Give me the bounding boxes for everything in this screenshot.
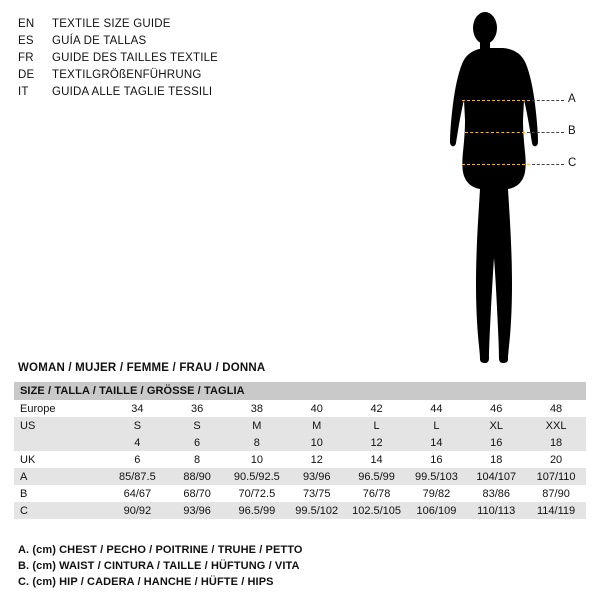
cell: 114/119 [526, 502, 586, 519]
cell: 6 [107, 451, 167, 468]
size-table [14, 382, 586, 519]
row-label: Europe [14, 400, 107, 417]
cell: 64/67 [107, 485, 167, 502]
cell: 4 [107, 434, 167, 451]
measure-line-hip [462, 164, 530, 165]
cell: 44 [407, 400, 467, 417]
cell: 14 [347, 451, 407, 468]
cell: 34 [107, 400, 167, 417]
legend-code: IT [18, 86, 29, 98]
legend-text: TEXTILGRÖßENFÜHRUNG [52, 69, 202, 81]
lead-line-b [527, 132, 564, 133]
cell: 12 [287, 451, 347, 468]
cell: 107/110 [526, 468, 586, 485]
cell: 38 [227, 400, 287, 417]
cell: S [167, 417, 227, 434]
lead-line-c [532, 164, 564, 165]
footnote-hip: C. (cm) HIP / CADERA / HANCHE / HÜFTE / HIPS [18, 576, 274, 588]
cell: 16 [407, 451, 467, 468]
legend-row [18, 50, 318, 67]
figure-area [420, 8, 590, 368]
section-heading: WOMAN / MUJER / FEMME / FRAU / DONNA [18, 362, 266, 374]
legend-code: EN [18, 18, 35, 30]
footnote-waist: B. (cm) WAIST / CINTURA / TAILLE / HÜFTUNG / VITA [18, 560, 300, 572]
cell: 6 [167, 434, 227, 451]
cell: 104/107 [466, 468, 526, 485]
cell: 8 [167, 451, 227, 468]
cell: S [107, 417, 167, 434]
row-label [14, 434, 107, 451]
table-row [14, 434, 586, 451]
language-legend [18, 16, 318, 101]
cell: 87/90 [526, 485, 586, 502]
lead-line-a [532, 100, 564, 101]
legend-text: TEXTILE SIZE GUIDE [52, 18, 171, 30]
row-label: B [14, 485, 107, 502]
row-label: C [14, 502, 107, 519]
footnotes [18, 542, 578, 590]
cell: 90/92 [107, 502, 167, 519]
legend-text: GUIDE DES TAILLES TEXTILE [52, 52, 219, 64]
cell: L [407, 417, 467, 434]
cell: 14 [407, 434, 467, 451]
row-label: A [14, 468, 107, 485]
table-row [14, 417, 586, 434]
table-row [14, 451, 586, 468]
cell: 102.5/105 [347, 502, 407, 519]
table-row [14, 502, 586, 519]
cell: 18 [466, 451, 526, 468]
cell: 73/75 [287, 485, 347, 502]
cell: 10 [287, 434, 347, 451]
legend-text: GUÍA DE TALLAS [52, 35, 147, 47]
cell: 110/113 [466, 502, 526, 519]
cell: 99.5/103 [407, 468, 467, 485]
legend-code: ES [18, 35, 34, 47]
cell: 79/82 [407, 485, 467, 502]
cell: 16 [466, 434, 526, 451]
legend-row [18, 33, 318, 50]
measure-label-c: C [568, 157, 577, 169]
row-label: US [14, 417, 107, 434]
measure-label-a: A [568, 93, 576, 105]
cell: M [287, 417, 347, 434]
table-header-label: SIZE / TALLA / TAILLE / GRÖSSE / TAGLIA [14, 382, 586, 400]
measure-label-b: B [568, 125, 576, 137]
cell: 20 [526, 451, 586, 468]
cell: XXL [526, 417, 586, 434]
cell: XL [466, 417, 526, 434]
legend-row [18, 16, 318, 33]
cell: 8 [227, 434, 287, 451]
footnote-chest: A. (cm) CHEST / PECHO / POITRINE / TRUHE / PETTO [18, 544, 303, 556]
cell: 36 [167, 400, 227, 417]
cell: 42 [347, 400, 407, 417]
table-row [14, 468, 586, 485]
legend-row [18, 67, 318, 84]
measure-line-waist [465, 132, 525, 133]
cell: 106/109 [407, 502, 467, 519]
cell: L [347, 417, 407, 434]
table-header-row [14, 382, 586, 400]
cell: M [227, 417, 287, 434]
cell: 99.5/102 [287, 502, 347, 519]
cell: 76/78 [347, 485, 407, 502]
row-label: UK [14, 451, 107, 468]
cell: 18 [526, 434, 586, 451]
cell: 90.5/92.5 [227, 468, 287, 485]
table-row [14, 485, 586, 502]
measure-line-chest [462, 100, 530, 101]
cell: 85/87.5 [107, 468, 167, 485]
cell: 68/70 [167, 485, 227, 502]
cell: 40 [287, 400, 347, 417]
cell: 83/86 [466, 485, 526, 502]
woman-silhouette-icon [420, 8, 590, 368]
cell: 12 [347, 434, 407, 451]
cell: 96.5/99 [227, 502, 287, 519]
cell: 48 [526, 400, 586, 417]
legend-code: DE [18, 69, 35, 81]
cell: 88/90 [167, 468, 227, 485]
cell: 70/72.5 [227, 485, 287, 502]
legend-code: FR [18, 52, 34, 64]
cell: 96.5/99 [347, 468, 407, 485]
cell: 46 [466, 400, 526, 417]
cell: 93/96 [167, 502, 227, 519]
legend-text: GUIDA ALLE TAGLIE TESSILI [52, 86, 213, 98]
cell: 10 [227, 451, 287, 468]
legend-row [18, 84, 318, 101]
cell: 93/96 [287, 468, 347, 485]
table-row [14, 400, 586, 417]
